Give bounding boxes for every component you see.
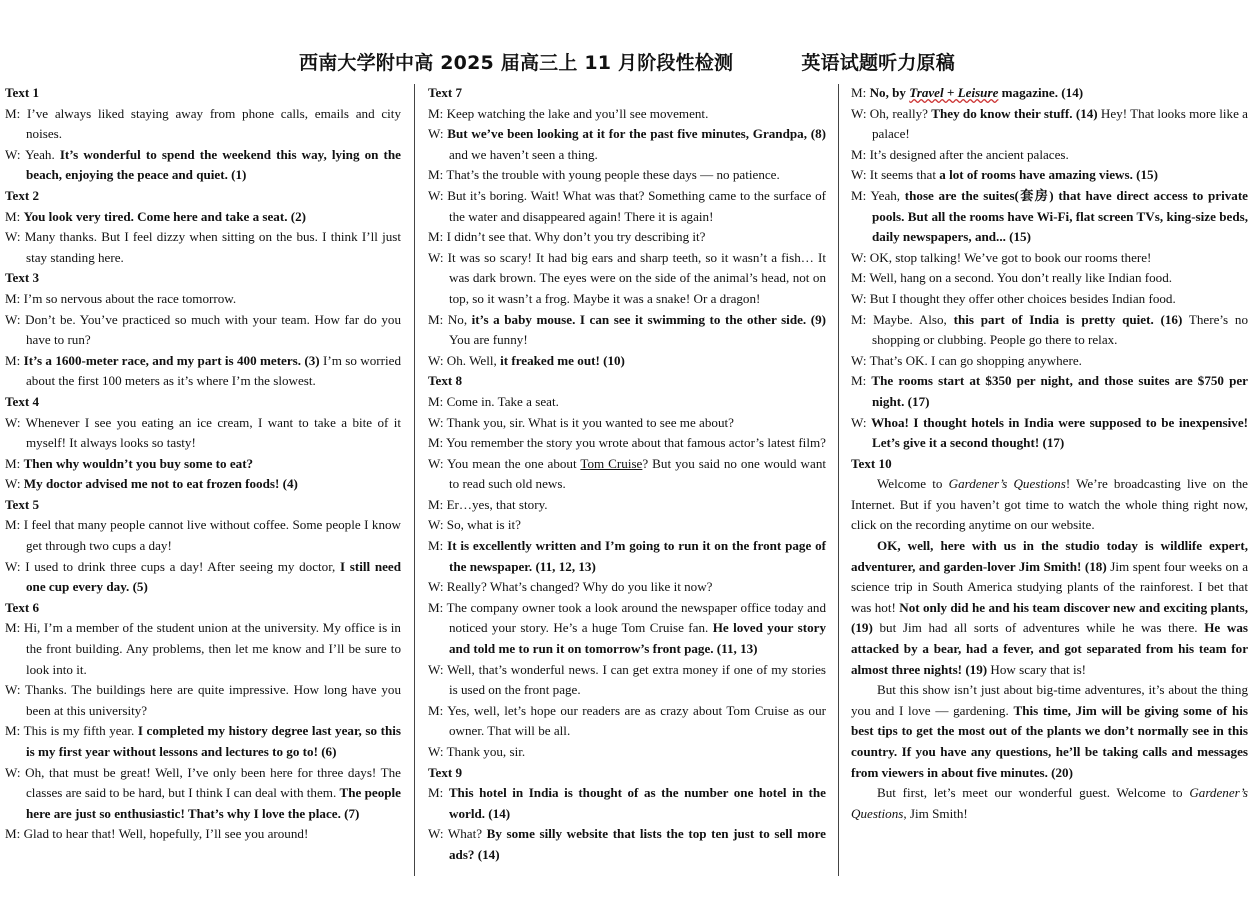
speaker-label: W: <box>5 558 21 574</box>
text-run: But we’ve been looking at it for the past five minutes, Grandpa, (8) <box>447 126 826 142</box>
dialogue-line <box>851 413 1248 454</box>
text-run: , Jim Smith! <box>903 805 968 821</box>
text-run: It’s a 1600-meter race, and my part is 400 meters. (3) <box>23 352 320 368</box>
dialogue-line <box>428 104 826 125</box>
section-heading: Text 2 <box>5 187 40 203</box>
dialogue-line <box>5 557 401 598</box>
speaker-label: W: <box>428 249 444 265</box>
text-run: Oh, really? <box>869 105 932 121</box>
text-run: Whenever I see you eating an ice cream, I want to take a bite of it myself! It always looks so tasty! <box>25 414 401 451</box>
speaker-label: M: <box>5 290 21 306</box>
section-heading: Text 7 <box>428 85 463 100</box>
monologue-paragraph <box>851 474 1248 536</box>
dialogue-line <box>5 515 401 556</box>
speaker-label: W: <box>851 414 867 430</box>
speaker-label: M: <box>5 352 21 368</box>
text-run: I’m so worried about the first 100 meters as it’s where I’m the slowest. <box>26 352 401 389</box>
dialogue-line <box>5 351 401 392</box>
text-run: There’s no shopping or clubbing. People go there to relax. <box>872 311 1249 348</box>
column-2 <box>428 83 826 866</box>
text-run: ? But you said no one would want to read such old news. <box>449 455 826 492</box>
text-run: But first, let’s meet our wonderful guest. Welcome to <box>877 785 1190 801</box>
dialogue-line <box>851 289 1248 310</box>
text-run: Er…yes, that story. <box>446 496 548 512</box>
text-run: My doctor advised me not to eat frozen foods! (4) <box>23 476 298 492</box>
text-run: Hi, I’m a member of the student union at the university. My office is in the front building. Any problems, then let me know and I’ll be sure to look into it. <box>23 620 401 677</box>
dialogue-line <box>428 165 826 186</box>
text-run: I completed my history degree last year, so this is my first year without lessons and lectures to go to! (6) <box>26 723 401 759</box>
text-run: I feel that many people cannot live without coffee. Some people I know get through two cups a day! <box>23 517 401 554</box>
text-run: Really? What’s changed? Why do you like it now? <box>446 579 713 595</box>
text-run: and we haven’t seen a thing. <box>449 146 598 162</box>
text-run: ! We’re broadcasting live on the Internet. But if you haven’t got time to watch the whole thing right now, click on the recording anytime on our website. <box>851 476 1248 533</box>
dialogue-line <box>5 763 401 825</box>
text-run: Thanks. The buildings here are quite impressive. How long have you been at this university? <box>25 682 401 718</box>
text-run: I didn’t see that. Why don’t you try describing it? <box>446 229 706 245</box>
text-run: How scary that is! <box>987 661 1087 677</box>
speaker-label: W: <box>5 311 21 327</box>
speaker-label: W: <box>5 229 21 245</box>
text-run: Then why wouldn’t you buy some to eat? <box>23 455 254 471</box>
text-run: Jim spent four weeks on a science trip in South America studying plants of the rainforest. I bet that was hot! <box>851 558 1249 615</box>
text-run: Glad to hear that! Well, hopefully, I’ll see you around! <box>23 826 309 842</box>
text-run: I used to drink three cups a day! After seeing my doctor, <box>25 558 341 574</box>
dialogue-line <box>428 310 826 351</box>
dialogue-line <box>851 186 1248 248</box>
dialogue-line <box>5 104 401 145</box>
monologue-paragraph <box>851 680 1248 783</box>
text-run: Come in. Take a seat. <box>446 393 559 409</box>
text-run: He was attacked by a bear, had a fever, and got separated from his team for almost three nights! (19) <box>851 620 1248 677</box>
dialogue-line <box>851 248 1248 269</box>
speaker-label: W: <box>851 290 867 306</box>
text-run: it’s a baby mouse. I can see it swimming to the other side. (9) <box>471 311 826 327</box>
dialogue-line <box>428 660 826 701</box>
text-run: Travel + Leisure <box>909 85 999 100</box>
monologue-paragraph <box>851 536 1248 680</box>
speaker-label: W: <box>5 146 21 162</box>
speaker-label: M: <box>5 455 21 471</box>
text-run: Well, hang on a second. You don’t really like Indian food. <box>869 270 1173 286</box>
speaker-label: M: <box>428 167 444 183</box>
text-run: He loved your story and told me to run it on tomorrow’s front page. (11, 13) <box>449 620 826 657</box>
text-run: I still need one cup every day. (5) <box>26 558 402 595</box>
dialogue-line <box>428 577 826 598</box>
speaker-label: M: <box>428 435 444 451</box>
text-run: This is my fifth year. <box>23 723 138 739</box>
text-run: Many thanks. But I feel dizzy when sitting on the bus. I think I’ll just stay standing here. <box>24 229 402 265</box>
dialogue-line <box>851 83 1248 104</box>
text-run: Oh. Well, <box>446 352 501 368</box>
text-run: You look very tired. Come here and take a seat. (2) <box>23 208 307 224</box>
text-run: By some silly website that lists the top ten just to sell more ads? (14) <box>449 826 826 862</box>
speaker-label: W: <box>428 579 444 595</box>
dialogue-line <box>428 742 826 763</box>
speaker-label: W: <box>428 661 444 677</box>
dialogue-line <box>428 413 826 434</box>
text-run: magazine. (14) <box>998 85 1084 100</box>
monologue-paragraph <box>851 783 1248 824</box>
dialogue-line <box>428 351 826 372</box>
speaker-label: M: <box>428 229 444 245</box>
dialogue-line <box>5 227 401 268</box>
speaker-label: W: <box>851 249 867 265</box>
dialogue-line <box>5 454 401 475</box>
text-run: You are funny! <box>449 332 528 348</box>
dialogue-line <box>428 598 826 660</box>
dialogue-line <box>428 536 826 577</box>
section-heading: Text 1 <box>5 85 40 100</box>
dialogue-line <box>428 227 826 248</box>
speaker-label: W: <box>5 414 21 430</box>
page-title: 西南大学附中高 2025 届高三上 11 月阶段性检测 英语试题听力原稿 <box>299 52 955 74</box>
dialogue-line <box>428 392 826 413</box>
dialogue-line <box>851 310 1248 351</box>
dialogue-line <box>851 104 1248 145</box>
speaker-label: W: <box>428 352 444 368</box>
text-run: So, what is it? <box>446 517 521 533</box>
speaker-label: M: <box>428 393 444 409</box>
text-run: Whoa! I thought hotels in India were supposed to be inexpensive! Let’s give it a second thought! (17) <box>871 414 1248 451</box>
dialogue-line <box>5 721 401 762</box>
dialogue-line <box>428 824 826 865</box>
speaker-label: W: <box>5 476 21 492</box>
dialogue-line <box>5 145 401 186</box>
dialogue-line <box>5 680 401 721</box>
text-run: This time, Jim will be giving some of his best tips to get the most out of the plants we don’t normally see in this country. If you have any questions, he’ll be taking calls and messages from viewers in about five minutes. (20) <box>851 702 1248 780</box>
speaker-label: M: <box>851 311 867 327</box>
speaker-label: M: <box>428 702 444 718</box>
section-heading: Text 9 <box>428 764 463 780</box>
dialogue-line <box>851 145 1248 166</box>
speaker-label: M: <box>428 311 444 327</box>
text-run: You mean the one about <box>447 455 581 471</box>
speaker-label: M: <box>428 538 444 554</box>
dialogue-line <box>428 783 826 824</box>
speaker-label: W: <box>428 826 444 842</box>
dialogue-line <box>428 248 826 310</box>
dialogue-line <box>428 495 826 516</box>
text-run: It’s designed after the ancient palaces. <box>869 146 1069 162</box>
speaker-label: M: <box>851 187 867 203</box>
text-run: I’ve always liked staying away from phone calls, emails and city noises. <box>26 105 401 142</box>
text-run: But it’s boring. Wait! What was that? Something came to the surface of the water and disappeared again! There it is again! <box>447 187 826 224</box>
text-run: I’m so nervous about the race tomorrow. <box>23 290 237 306</box>
text-run: It’s wonderful to spend the weekend this way, lying on the beach, enjoying the peace and quiet. (1) <box>26 146 401 183</box>
text-run: The rooms start at $350 per night, and those suites are $750 per night. (17) <box>871 373 1248 409</box>
speaker-label: M: <box>5 723 21 739</box>
text-run: But I thought they offer other choices besides Indian food. <box>869 290 1176 306</box>
speaker-label: M: <box>5 105 21 121</box>
dialogue-line <box>428 433 826 454</box>
speaker-label: W: <box>428 126 444 142</box>
section-heading: Text 4 <box>5 393 40 409</box>
text-run: Maybe. Also, <box>873 311 954 327</box>
dialogue-line <box>428 124 826 165</box>
text-run: but Jim had all sorts of adventures while he was there. <box>872 620 1205 636</box>
column-divider <box>414 84 415 876</box>
speaker-label: M: <box>5 208 21 224</box>
text-run: OK, stop talking! We’ve got to book our rooms there! <box>869 249 1152 265</box>
dialogue-line <box>428 454 826 495</box>
text-run: Thank you, sir. What is it you wanted to see me about? <box>446 414 734 430</box>
dialogue-line <box>851 268 1248 289</box>
column-divider <box>838 84 839 876</box>
dialogue-line <box>5 289 401 310</box>
dialogue-line <box>428 701 826 742</box>
text-run: That’s OK. I can go shopping anywhere. <box>869 352 1082 368</box>
text-run: It was so scary! It had big ears and sharp teeth, so it wasn’t a fish… It was dark brown. The eyes were on the side of the animal’s head, not on top, so it wasn’t a frog. Maybe it was a snake! Or a dragon! <box>447 249 827 306</box>
text-run: But this show isn’t just about big-time adventures, it’s about the thing you and I love — gardening. <box>851 682 1248 718</box>
text-run: It is excellently written and I’m going to run it on the front page of the newspaper. (11, 12, 13) <box>447 538 826 574</box>
speaker-label: M: <box>428 599 444 615</box>
speaker-label: M: <box>851 85 867 100</box>
speaker-label: W: <box>851 167 867 183</box>
text-run: It seems that <box>869 167 940 183</box>
section-heading: Text 8 <box>428 373 463 389</box>
dialogue-line <box>851 351 1248 372</box>
speaker-label: W: <box>851 105 867 121</box>
text-run: Keep watching the lake and you’ll see movement. <box>446 105 709 121</box>
speaker-label: W: <box>428 517 444 533</box>
speaker-label: W: <box>5 764 21 780</box>
text-run: Gardener’s Questions <box>948 476 1066 492</box>
text-run: this part of India is pretty quiet. (16) <box>953 311 1183 327</box>
dialogue-line <box>428 186 826 227</box>
column-1 <box>5 83 401 845</box>
text-run: Yeah. <box>25 146 60 162</box>
text-run: Not only did he and his team discover new and exciting plants, (19) <box>851 599 1248 636</box>
speaker-label: M: <box>428 105 444 121</box>
dialogue-line <box>5 618 401 680</box>
text-run: What? <box>447 826 487 842</box>
text-run: No, by <box>869 85 910 100</box>
text-run: That’s the trouble with young people these days — no patience. <box>446 167 780 183</box>
speaker-label: W: <box>851 352 867 368</box>
text-run: No, <box>447 311 472 327</box>
speaker-label: M: <box>428 785 444 801</box>
dialogue-line <box>5 413 401 454</box>
speaker-label: M: <box>5 620 21 636</box>
speaker-label: M: <box>428 496 444 512</box>
text-run: OK, well, here with us in the studio today is wildlife expert, adventurer, and garden-lover Jim Smith! (18) <box>851 538 1248 574</box>
speaker-label: M: <box>851 373 867 389</box>
dialogue-line <box>5 474 401 495</box>
text-run: They do know their stuff. (14) <box>931 105 1098 121</box>
dialogue-line <box>5 310 401 351</box>
speaker-label: W: <box>428 455 444 471</box>
text-run: it freaked me out! (10) <box>500 352 625 368</box>
speaker-label: M: <box>5 826 21 842</box>
text-run: Well, that’s wonderful news. I can get extra money if one of my stories is used on the front page. <box>447 661 826 698</box>
text-run: those are the suites(套房) that have direct access to private pools. But all the rooms have Wi-Fi, flat screen TVs, king-size beds, daily newspapers, and... (15) <box>872 187 1248 245</box>
text-run: Oh, that must be great! Well, I’ve only been here for three days! The classes are said to be hard, but I think I can deal with them. <box>25 764 401 801</box>
text-run: Hey! That looks more like a palace! <box>872 105 1248 142</box>
column-3 <box>851 83 1248 824</box>
dialogue-line <box>851 371 1248 412</box>
text-run: The company owner took a look around the newspaper office today and noticed your story. He’s a huge Tom Cruise fan. <box>446 599 826 636</box>
speaker-label: M: <box>851 270 867 286</box>
section-heading: Text 10 <box>851 455 892 471</box>
text-run: The people here are just so enthusiastic! That’s why I love the place. (7) <box>26 785 401 821</box>
text-run: Welcome to <box>877 476 949 492</box>
section-heading: Text 3 <box>5 270 40 286</box>
text-run: This hotel in India is thought of as the number one hotel in the world. (14) <box>448 785 826 821</box>
text-run: a lot of rooms have amazing views. (15) <box>939 167 1158 183</box>
speaker-label: W: <box>5 682 21 698</box>
text-run: Yeah, <box>870 187 905 203</box>
text-run: Thank you, sir. <box>446 744 526 759</box>
dialogue-line <box>5 207 401 228</box>
section-heading: Text 5 <box>5 496 40 512</box>
dialogue-line <box>851 165 1248 186</box>
speaker-label: M: <box>851 146 867 162</box>
dialogue-line <box>5 824 401 845</box>
speaker-label: W: <box>428 414 444 430</box>
text-run: Don’t be. You’ve practiced so much with your team. How far do you have to run? <box>25 311 401 348</box>
speaker-label: W: <box>428 187 444 203</box>
text-run: You remember the story you wrote about that famous actor’s latest film? <box>446 435 826 451</box>
dialogue-line <box>428 515 826 536</box>
speaker-label: W: <box>428 744 444 759</box>
text-run: Yes, well, let’s hope our readers are as crazy about Tom Cruise as our owner. That will be all. <box>447 702 826 739</box>
text-run: Tom Cruise <box>580 455 643 471</box>
speaker-label: M: <box>5 517 21 533</box>
section-heading: Text 6 <box>5 599 40 615</box>
text-run: Gardener’s Questions <box>851 785 1248 821</box>
